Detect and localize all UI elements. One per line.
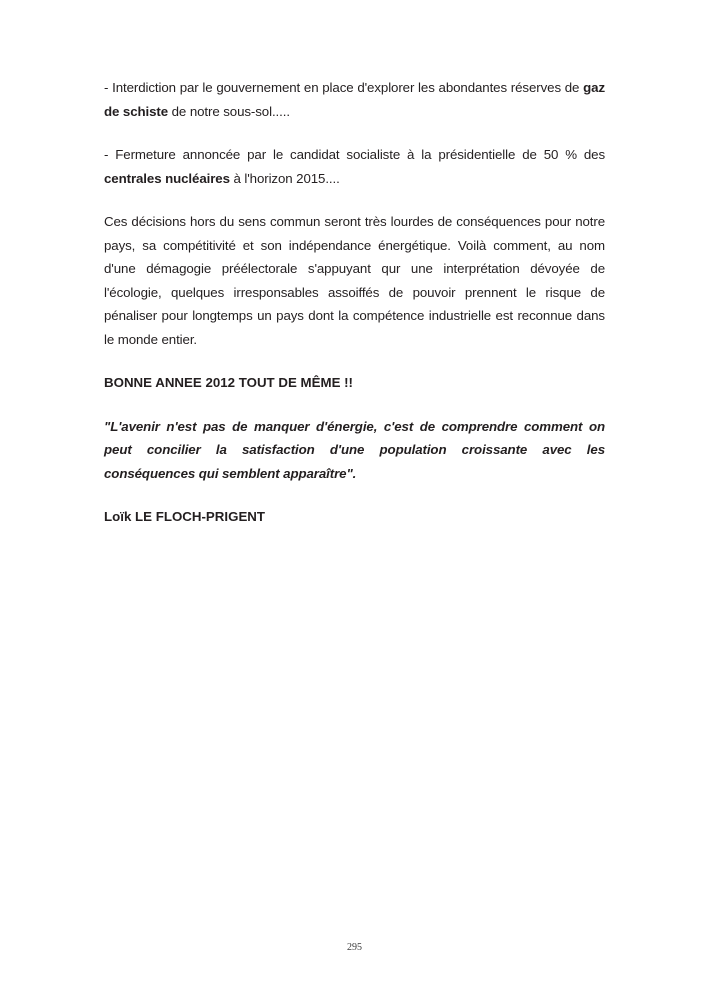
text-segment: - Interdiction par le gouvernement en place d'explorer les abondantes réserves de (104, 80, 584, 95)
paragraph-bullet-gaz-de-schiste (104, 76, 605, 123)
heading-bonne-annee: BONNE ANNEE 2012 TOUT DE MÊME !! (104, 375, 353, 390)
text-segment-bold: gaz de schiste (104, 80, 605, 119)
page-number: 295 (347, 942, 362, 953)
text-segment: à l'horizon 2015.... (229, 170, 340, 186)
text-segment: de notre sous-sol..... (168, 103, 290, 119)
text-segment: Ces décisions hors du sens commun seront très lourdes de conséquences pour notre pays, sa compétitivité et son indépendance énergétique. Voilà comment, au nom d'une démagogie préélectorale s'appuyant qur une interprétation dévoyée de l'écologie, quelques irresponsables assoiffés de pouvoir prennent le risque de pénaliser pour longtemps un pays dont la compétence industrielle est reconnue dans le monde entier. (104, 214, 605, 347)
text-segment: - Fermeture annoncée par le candidat socialiste à la présidentielle de 50 % des (104, 147, 605, 162)
quote-avenir: "L'avenir n'est pas de manquer d'énergie, c'est de comprendre comment on peut concilier la satisfaction d'une population croissante avec les conséquences qui semblent apparaître". (104, 418, 605, 481)
text-segment-bold: centrales nucléaires (104, 170, 230, 186)
paragraph-bullet-centrales-nucleaires (104, 143, 605, 190)
paragraph-consequences (104, 210, 605, 351)
signature-author: Loïk LE FLOCH-PRIGENT (104, 509, 266, 524)
page-content (104, 76, 605, 529)
